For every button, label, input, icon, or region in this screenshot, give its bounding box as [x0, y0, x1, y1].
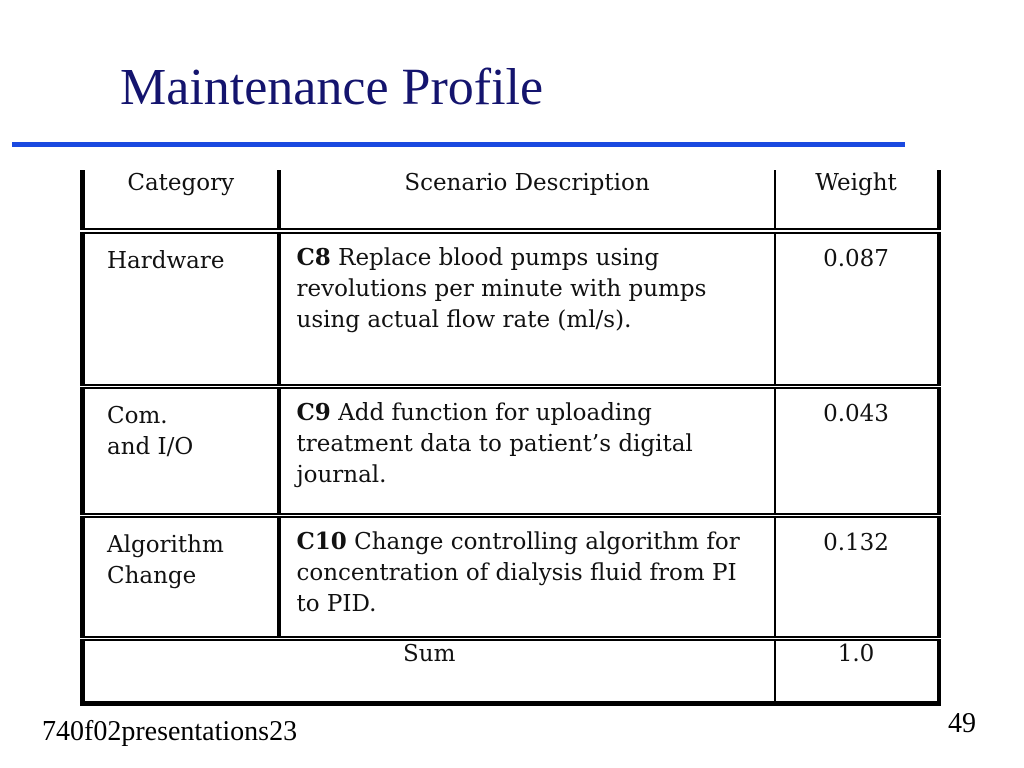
slide-page-number: 49: [948, 708, 976, 739]
row-category: [83, 387, 279, 516]
table-row: [83, 516, 939, 639]
table-row: [83, 231, 939, 387]
scenario-id: C8: [296, 244, 331, 271]
row-category: [83, 516, 279, 639]
slide-title: Maintenance Profile: [120, 59, 544, 116]
header-category: Category: [83, 170, 279, 231]
row-weight: 0.043: [775, 387, 939, 516]
row-description: [279, 231, 775, 387]
row-weight: 0.132: [775, 516, 939, 639]
table-row: [83, 387, 939, 516]
table-sum-row: [83, 639, 939, 704]
row-description: [279, 516, 775, 639]
footer-presentation-name: 740f02presentations23: [42, 716, 298, 747]
sum-value: 1.0: [775, 639, 939, 704]
category-line: Change: [107, 563, 197, 589]
row-weight: 0.087: [775, 231, 939, 387]
category-line: Hardware: [107, 248, 225, 274]
sum-label: Sum: [83, 639, 775, 704]
header-scenario-description: Scenario Description: [279, 170, 775, 231]
header-weight: Weight: [775, 170, 939, 231]
scenario-text: Change controlling algorithm for concentration of dialysis fluid from PI to PID.: [296, 529, 740, 617]
title-underline: [12, 142, 905, 147]
category-line: and I/O: [107, 434, 194, 460]
scenario-text: Replace blood pumps using revolutions per minute with pumps using actual flow rate (ml/s).: [296, 245, 707, 333]
table-header-row: [83, 170, 939, 231]
category-line: Algorithm: [107, 532, 224, 558]
category-line: Com.: [107, 403, 168, 429]
row-category: [83, 231, 279, 387]
row-description: [279, 387, 775, 516]
maintenance-profile-table: [80, 170, 941, 706]
scenario-id: C9: [296, 399, 331, 426]
maintenance-profile-table-container: [80, 170, 936, 706]
scenario-text: Add function for uploading treatment data to patient’s digital journal.: [296, 400, 693, 488]
scenario-id: C10: [296, 528, 347, 555]
